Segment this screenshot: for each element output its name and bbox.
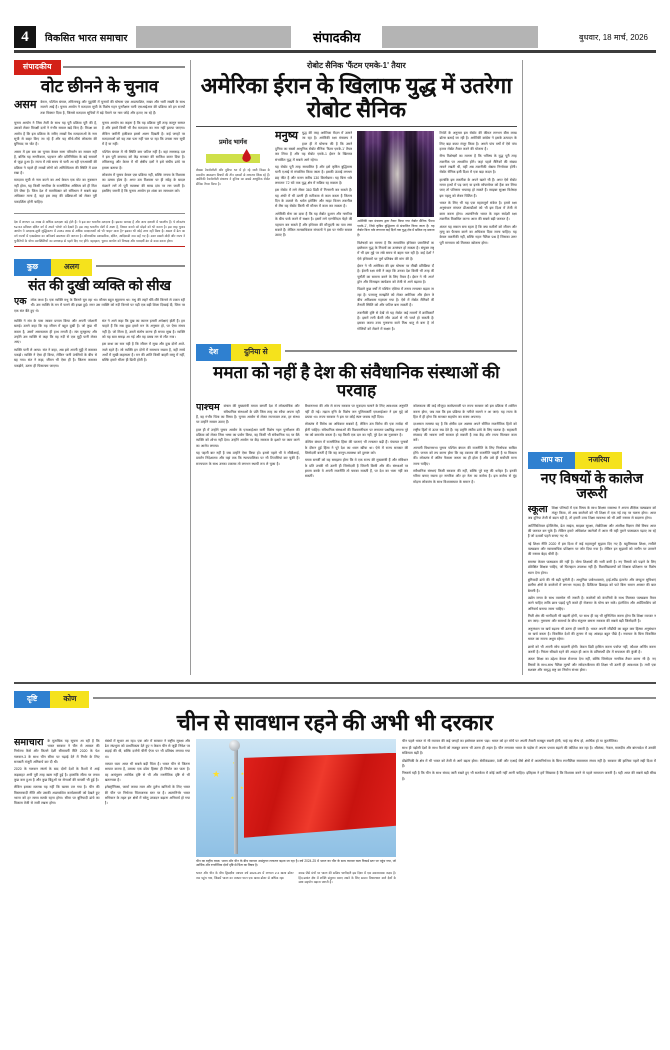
mamta-c3-p1: दरअसल समस्या यह है कि क्षेत्रीय दल अक्सर अपने सीमित राजनीतिक हितों को राष्ट्रीय हितों से ऊपर रख देते हैं। यह प्रवृत्ति संघीय ढांचे के लिए घातक है। सहकारी संघवाद की भावना तभी साकार हो सकती है जब केंद्र और राज्य मिलकर काम करें। — [413, 422, 517, 443]
main-c3-p1: सैन्य विशेषज्ञों का मानना है कि भविष्य के युद्ध पूरी तरह तकनीक पर आधारित होंगे। जहां पहले सैनिकों की संख्या मायने रखती थी, वहीं अब तकनीकी श्रेष्ठता निर्णायक होगी। रोबोट सैनिक इसी दिशा में एक बड़ा कदम है। — [439, 154, 517, 175]
story-mamta — [196, 344, 517, 487]
masthead-spacer-left — [136, 26, 292, 48]
mamta-col-3 — [413, 404, 517, 487]
china-c2-p1: व्यापार घाटा आज भी सबसे बड़ी चिंता है। भारत चीन से जितना आयात करता है, उसका एक छोटा हिस्सा ही निर्यात कर पाता है। यह असंतुलन आर्थिक दृष्टि से भी और रणनीतिक दृष्टि से भी खतरनाक है। — [104, 761, 190, 782]
china-c2-p0: संबंधों में सुधार आ रहा। एक ओर में सरकार ने राष्ट्रीय सुरक्षा और डेटा संप्रभुता को प्राथमिकता देते हुए न केवल चीन से जुड़ी निवेश पर कड़ाई की थी, बल्कि दर्जनों चीनी ऐप्स पर भी प्रतिबंध लगाया गया था। — [104, 738, 190, 759]
college-p0: शिक्षा परिषदों में एक विषय के साथ शिक्षण व्यवस्था ने अपना शैक्षिक पाठ्यक्रम को मंजूर किया, तो अब कालेजों को भी शिक्षा में एक नई राह पर चलना होगा। आज जब दुनिया तेजी से बदल रही है, तो हमारी उच्च शिक्षा व्यवस्था को भी उसी रफ्तार से बदलना होगा। — [527, 505, 656, 521]
china-c1-p0: के मुताबिक यह सूचना आ रही है कि भारत सरकार ने चीन से आयात की निर्भरता कैसे और कितने देशी सीमावर्ती रीति 2020 के पेश गलवान-3 के साथ चीन सीमा पर चढ़ाई देने में निर्भर के लिए सरकारी मंजूरी अनिवार्य कर दी थी। — [14, 738, 100, 764]
masthead-spacer-right — [382, 26, 538, 48]
flag-star-small-4: ★ — [230, 794, 235, 800]
editorial-subcol-1 — [14, 121, 97, 207]
china-footnote: भारत और चीन के बीच द्विपक्षीय व्यापार वर्ष 2024-25 में लगभग 2.2 खरब डॉलर तक पहुंच गया, जिसमें भारत का व्यापार घाटा एक खरब डॉलर से अधिक रहा। — [196, 870, 294, 880]
sant-para-2: व्यक्ति पानी ले आया। संत ने कहा, अब इसे अपनी मुट्ठी में कसकर पकड़ो। व्यक्ति ने ऐसा ही किया, लेकिन पानी उंगलियों के बीच से बह गया। संत ने कहा, जीवन भी ऐसा ही है। जितना कसकर पकड़ोगे, उतना ही फिसलता जाएगा। — [14, 347, 98, 368]
flag-pole-finial — [229, 740, 240, 751]
editorial-para-0: चुनाव आयोग ने जिस तेजी के साथ यह पूरी प्रक्रिया पूरी की है, उसको लेकर विपक्षी दलों ने गंभीर सवाल खड़े किए हैं। विपक्ष का आरोप है कि इस प्रक्रिया के जरिए लाखों वैध मतदाताओं के नाम सूची से बाहर किए जा रहे हैं और यह सीधे-सीधे लोकतंत्र की बुनियाद पर चोट है। — [14, 120, 98, 147]
tab-aap-ka[interactable]: आप का — [528, 452, 576, 469]
newspaper-page — [0, 26, 670, 1050]
blood-drop-icon — [242, 149, 251, 162]
editorial-divider — [14, 213, 185, 214]
masthead-rule — [14, 50, 656, 53]
editorial-subcol-2 — [102, 121, 185, 207]
sant-tabs — [14, 259, 185, 276]
china-c2 — [105, 739, 191, 809]
mamta-c2-p1: लोकतंत्र में विरोध का अधिकार सबको है, लेकिन उस विरोध की एक मर्यादा भी होनी चाहिए। संवैधानिक संस्थाओं की विश्वसनीयता पर लगातार प्रश्नचिह्न लगाना पूरे तंत्र को कमजोर करता है। यह किसी एक दल का नहीं, पूरे देश का नुकसान है। — [304, 422, 409, 437]
mamta-col-2 — [305, 404, 409, 487]
editorial-para-1: असम में इस बार का चुनाव केवल सत्ता परिवर्तन का सवाल नहीं है, बल्कि यह नागरिकता, पहचान और प्रतिनिधित्व के बड़े सवालों से जुड़ा हुआ है। राज्य में लंबे समय से चली आ रही एनआरसी की प्रक्रिया ने पहले ही लाखों लोगों को अनिश्चितता की स्थिति में डाल रखा है। — [14, 149, 98, 175]
main-byline-column — [196, 131, 270, 334]
mamta-c2-p2: पश्चिम बंगाल में राजनीतिक हिंसा की घटनाएं भी लगातार बढ़ी हैं। पंचायत चुनावों के दौरान हुई हिंसा ने पूरे देश का ध्यान खींचा था। ऐसे में राज्य सरकार की जिम्मेदारी बनती है कि वह कानून-व्यवस्था को दुरुस्त करे। — [304, 440, 409, 456]
editorial-para-3: चुनाव आयोग का कहना है कि यह प्रक्रिया पूरी तरह कानून सम्मत है और इसमें किसी भी वैध मतदाता का नाम नहीं हटाया जाएगा। लेकिन जमीनी हकीकत इससे अलग दिखती है। कई जगहों पर मतदाताओं को यह तक पता नहीं चल पा रहा कि उनका नाम सूची में है या नहीं। — [102, 120, 186, 147]
editorial-lead-text: केरल, पश्चिम बंगाल, तमिलनाडु और पुडुचेरी में चुनावों की घोषणा एक अप्रत्याशित, सख्त और भारी सख्ती के साथ सामने आई है। चुनाव आयोग ने मतदाता सूची के विशेष गहन पुनरीक्षण यानी एसआईआर की प्रक्रिया को इन राज्यों तक विस्तार दिया है, जिससे मतदाता सूचियों में बड़े पैमाने पर नाम जोड़े और हटाए जा रहे हैं। — [40, 99, 186, 115]
china-c3-extra: क्वाड जैसे मंचों पर भारत की सक्रिय भागीदारी इस दिशा में एक सकारात्मक कदम है। हिंद-प्रशांत क्षेत्र में शक्ति संतुलन बनाए रखने के लिए समान विचारधारा वाले देशों के साथ सहयोग बढ़ाना जरूरी है। — [298, 870, 396, 885]
masthead — [14, 26, 656, 48]
china-c3-p3: प्रौद्योगिकी के क्षेत्र में भी भारत को तेजी से आगे बढ़ना होगा। सेमीकंडक्टर, 5जी और एआई जैसे क्षेत्रों में आत्मनिर्भरता के बिना रणनीतिक स्वायत्तता संभव नहीं है। सरकार की हालिया पहलें सही दिशा में हैं। — [402, 758, 656, 768]
main-headline: अमेरिका ईरान के खिलाफ युद्ध में उतरेगा रोबोट सैनिक — [200, 73, 513, 122]
vertical-rule-1 — [190, 60, 191, 675]
mamta-col-1 — [196, 404, 300, 487]
mamta-c1-p0: बंगाल की मुख्यमंत्री ममता बनर्जी देश में लोकतांत्रिक और संवैधानिक संस्थाओं के प्रति जिस तरह का रवैया अपना रही हैं, वह गंभीर चिंता का विषय है। चुनाव आयोग से लेकर राज्यपाल तक, हर संस्था पर उन्होंने सवाल उठाए हैं। — [196, 404, 300, 425]
flag-stars — [208, 760, 276, 814]
mamta-c3-p3: संवैधानिक संस्थाएं किसी सरकार की नहीं, बल्कि पूरे राष्ट्र की धरोहर हैं। इनकी गरिमा बनाए रखना हर नागरिक और हर नेता का कर्तव्य है। इस कर्तव्य से मुंह मोड़ना लोकतंत्र के साथ विश्वासघात के समान है। — [413, 469, 517, 484]
sant-subcol-1 — [14, 319, 97, 371]
vertical-rule-2 — [522, 60, 523, 675]
author-highlight-bar — [206, 154, 259, 163]
story-china — [14, 682, 656, 884]
tab-drishti[interactable]: दृष्टि — [14, 691, 50, 708]
china-flag-photo — [196, 739, 396, 857]
main-text-col-1 — [275, 131, 352, 334]
college-p2: नई शिक्षा नीति 2020 में इस दिशा में कई महत्वपूर्ण सुझाव दिए गए हैं। बहुविषयक शिक्षा, लचीले पाठ्यक्रम और व्यावसायिक प्रशिक्षण पर जोर दिया गया है। लेकिन इन सुझावों को जमीन पर उतारने की रफ्तार बेहद धीमी है। — [527, 541, 656, 557]
tab-alag[interactable]: अलग — [51, 259, 92, 276]
main-c1-p3: अमेरिकी सेना का दावा है कि यह रोबोट दुश्मन और नागरिक के बीच फर्क करने में सक्षम है। इसमें लगे एल्गोरिदम चेहरे की पहचान कर सकते हैं और हथियार की मौजूदगी का पता लगा सकते हैं। लेकिन मानवाधिकार संगठनों ने इस पर गंभीर सवाल उठाए हैं। — [275, 211, 353, 238]
column-main-story — [196, 60, 517, 675]
main-dropword: मनुष्य — [275, 131, 298, 142]
college-tabs — [528, 452, 656, 469]
main-c3-p4: अंततः यह सवाल बना रहता है कि क्या मशीनों को जीवन और मृत्यु का फैसला करने का अधिकार दिया जाना चाहिए। यह केवल तकनीकी नहीं, बल्कि गहरा नैतिक प्रश्न है जिसका उत्तर पूरी मानवता को मिलकर खोजना होगा। — [439, 224, 517, 245]
china-dropword: समाचारों — [14, 738, 44, 748]
sant-lead — [14, 298, 185, 314]
college-headline: नए विषयों के कालेज जरूरी — [540, 471, 643, 502]
college-p1: आर्टिफिशियल इंटेलिजेंस, डेटा साइंस, साइबर सुरक्षा, रोबोटिक्स और अंतरिक्ष विज्ञान जैसे विषय आज की जरूरत बन चुके हैं। लेकिन हमारे अधिकांश कालेजों में आज भी वही पुराने पाठ्यक्रम पढ़ाए जा रहे हैं जो दशकों पहले बनाए गए थे। — [527, 523, 656, 539]
china-c1-p1: 2020 के गलवान संघर्ष के बाद दोनों देशों के रिश्तों में आई कड़वाहट अभी पूरी तरह खत्म नहीं हुई है। हालांकि सीमा पर तनाव कुछ कम हुआ है और कुछ बिंदुओं पर सेनाओं की वापसी भी हुई है। — [14, 767, 100, 782]
main-headline-rule — [196, 126, 517, 128]
college-body — [528, 506, 656, 676]
main-text-col-2-body — [357, 241, 434, 335]
china-photo-column — [196, 739, 396, 885]
flag-star-small-2: ★ — [240, 770, 245, 776]
section-top — [14, 60, 656, 675]
college-p7: अनुसंधान पर खर्च बढ़ाना भी उतना ही जरूरी है। भारत अपनी जीडीपी का बहुत कम हिस्सा अनुसंधान पर खर्च करता है। विकसित देशों की तुलना में यह आंकड़ा बहुत पीछे है। नवाचार के बिना विकसित भारत का सपना अधूरा रहेगा। — [527, 626, 656, 642]
china-photo-footnote-row — [196, 871, 396, 885]
editorial-tag: संपादकीय — [14, 60, 61, 75]
china-tab-rule — [93, 697, 656, 699]
mamta-columns — [196, 404, 517, 487]
china-left-subcols — [14, 739, 190, 809]
main-c2-p1: ईरान ने भी अमेरिका की इस घोषणा पर तीखी प्रतिक्रिया दी है। ईरानी रक्षा मंत्री ने कहा कि उनका देश किसी भी तरह की चुनौती का सामना करने के लिए तैयार है। ईरान ने भी अपने ड्रोन और मिसाइल कार्यक्रम को तेजी से आगे बढ़ाया है। — [357, 263, 435, 284]
mamta-c2-p3: ममता बनर्जी को यह समझना होगा कि वे एक राज्य की मुख्यमंत्री हैं और संविधान के प्रति उनकी भी उतनी ही जिम्मेदारी है जितनी किसी और की। संस्थाओं पर हमला करके वे अपनी राजनीति तो चमका सकती हैं, पर देश का भला नहीं कर सकतीं। — [304, 458, 409, 479]
editorial-subcolumns — [14, 121, 185, 207]
main-text-col-3 — [439, 131, 516, 334]
sant-para-3: संत ने आगे कहा कि दुख का कारण हमारी अपेक्षाएं होती हैं। हम चाहते हैं कि सब कुछ हमारे मन के अनुसार हो, पर ऐसा संभव नहीं है। जो मिला है, उसमें संतोष करना ही सच्चा सुख है। व्यक्ति को यह बात समझ आ गई और वह प्रसन्न मन से लौट गया। — [102, 318, 186, 339]
china-c1 — [14, 739, 100, 809]
main-c2-p2: पिछले कुछ वर्षों में पश्चिम एशिया में तनाव लगातार बढ़ता जा रहा है। परमाणु समझौते को लेकर अमेरिका और ईरान के बीच अविश्वास गहराता गया है। ऐसे में रोबोट सैनिकों की तैनाती स्थिति को और जटिल बना सकती है। — [357, 287, 435, 308]
mamta-c2-p0: विधानसभा की ओर से राज्य सरकार पर मुकदमा चलाने के लिए आवश्यक अनुमति नहीं दी गई। मद्रास वृत्ति के विशेष जन पुलिसकर्मी एसआईआर ने इस मुद्दे को उठाया था। राज्य सरकार ने इस पर कोई स्पष्ट जवाब नहीं दिया। — [304, 404, 409, 419]
main-text-col-2 — [357, 131, 434, 334]
tab-desh[interactable]: देश — [196, 344, 231, 361]
main-c3-p2: हालांकि इस तकनीक के अपने खतरे भी हैं। अगर ऐसे रोबोट गलत हाथों में पड़ जाएं या इनके सॉफ्टवेयर को हैक कर लिया जाए तो परिणाम भयावह हो सकते हैं। साइबर सुरक्षा विशेषज्ञ इस पहलू को लेकर चिंतित हैं। — [439, 177, 517, 198]
main-c1-p2: इस रोबोट में लगे सेंसर 360 डिग्री में निगरानी कर सकते हैं। यह अंधेरे में भी उतनी ही सटीकता से काम करता है जितना दिन के उजाले में। थर्मल इमेजिंग और नाइट विजन तकनीक से लैस यह रोबोट किसी भी मौसम में काम कर सकता है। — [275, 188, 353, 209]
editorial-para-2: मतदाता सूची से नाम कटने का अर्थ केवल एक वोट का नुकसान नहीं होता, यह किसी नागरिक के राजनीतिक अस्तित्व को ही मिटा देने जैसा है। जिस देश में मताधिकार को संविधान ने सबसे बड़ा अधिकार माना है, वहां इस तरह की प्रक्रियाओं को लेकर पूरी पारदर्शिता होनी चाहिए। — [14, 178, 98, 204]
flag-pole — [234, 742, 238, 854]
china-c2-p2: इलेक्ट्रॉनिक्स, फार्मा कच्चा माल और दुर्लभ खनिजों के लिए भारत की चीन पर निर्भरता चिंताजनक स्तर पर है। आत्मनिर्भर भारत अभियान के तहत इन क्षेत्रों में घरेलू उत्पादन बढ़ाना अनिवार्य हो गया है। — [104, 785, 190, 806]
section-title: संपादकीय — [291, 26, 382, 48]
right-column-spacer — [528, 60, 656, 452]
mamta-c1-p1: हाल ही में उन्होंने चुनाव आयोग के एसआईआर यानी विशेष गहन पुनरीक्षण की प्रक्रिया को लेकर जिस भाषा का प्रयोग किया, वह किसी भी संवैधानिक पद पर बैठे व्यक्ति को शोभा नहीं देता। उन्होंने आयोग पर केंद्र सरकार के इशारे पर काम करने का आरोप लगाया। — [196, 427, 300, 448]
china-c3-p2: साथ ही पड़ोसी देशों के साथ रिश्तों को मजबूत करना भी उतना ही अहम है। चीन लगातार भारत के पड़ोस में अपना प्रभाव बढ़ाने की कोशिश कर रहा है। श्रीलंका, नेपाल, मालदीव और बांग्लादेश में उसकी सक्रियता बढ़ी है। — [402, 745, 656, 756]
flag-star-small-3: ★ — [239, 784, 244, 790]
tab-kuch[interactable]: कुछ — [14, 259, 51, 276]
column-editorial — [14, 60, 185, 675]
tag-rule — [63, 66, 185, 68]
editorial-headline: वोट छीनने के चुनाव — [40, 76, 159, 96]
sant-subcol-2 — [102, 319, 185, 371]
main-c2-p0: विशेषज्ञों का मानना है कि स्वचालित हथियार प्रणालियों का इस्तेमाल युद्ध के नियमों का उल्लंघन हो सकता है। संयुक्त राष्ट्र में भी इस मुद्दे पर लंबे समय से बहस चल रही है। कई देशों ने ऐसे हथियारों पर पूर्ण प्रतिबंध की मांग की है। — [357, 240, 435, 261]
editorial-tag-row — [14, 60, 185, 75]
college-p4: बुनियादी ढांचे की भी बड़ी चुनौती है। आधुनिक प्रयोगशालाएं, हाई-स्पीड इंटरनेट और कंप्यूटर सुविधाएं ग्रामीण क्षेत्रों के कालेजों में लगभग नदारद हैं। डिजिटल डिवाइड को पाटे बिना समान अवसर की बात बेमानी है। — [527, 577, 656, 593]
flag-star-large: ★ — [212, 768, 221, 779]
china-col-left — [14, 739, 190, 885]
college-p6: निजी क्षेत्र की भागीदारी भी बढ़ानी होगी, पर साथ ही यह भी सुनिश्चित करना होगा कि शिक्षा व्यापार न बन जाए। गुणवत्ता और सामर्थ्य के बीच संतुलन बनाना सरकार की सबसे बड़ी जिम्मेदारी है। — [527, 613, 656, 624]
story-sant — [14, 259, 185, 371]
page-number: 4 — [14, 26, 36, 48]
tab-kon[interactable]: कोण — [50, 691, 89, 708]
editorial-para-4: पश्चिम बंगाल में भी स्थिति कम जटिल नहीं है। वहां सत्तारूढ़ दल ने इस पूरी कवायद को केंद्र सरकार की साजिश करार दिया है। तमिलनाडु और केरल में भी क्षेत्रीय दलों ने इसे संघीय ढांचे पर हमला बताया है। — [102, 149, 186, 170]
sant-para-0: लोक कथा है। एक व्यक्ति मधु के किनारे घूम रहा था। मौसम बहुत सुहावना था। मधु की लहरें धीरे-धीरे किनारे से टकरा रही थीं। उस व्यक्ति के मन में चलने की इच्छा हुई। मगर उस व्यक्ति को नदी किनारे पर पड़ी एक बड़ी शिला दिखाई दी, जिस पर एक संत बैठे हुए थे। — [14, 297, 186, 313]
tab-duniya-se[interactable]: दुनिया से — [231, 344, 281, 361]
mamta-c3-p2: आगामी विधानसभा चुनाव पश्चिम बंगाल की राजनीति के लिए निर्णायक साबित होंगे। जनता को तय करना होगा कि वह टकराव की राजनीति चाहती है या विकास की। लोकतंत्र में अंतिम फैसला जनता का ही होता है और उसे ही सर्वोपरि माना जाना चाहिए। — [413, 445, 517, 466]
china-tabs — [14, 691, 656, 708]
robot-photo-image — [357, 131, 434, 217]
sant-headline: संत की दुखी व्यक्ति को सीख — [28, 278, 171, 294]
mamta-tabs — [196, 344, 517, 361]
main-c1-p0: युद्ध की तरह अमेरिका मैदान में उतरने जा रहा है। अमेरिकी रक्षा मंत्रालय ने हाल ही में घोषणा की है कि उसने दुनिया का सबसे आधुनिक रोबोट सैनिक 'फैंटम एमके-1' तैयार कर लिया है और यह रोबोट एमके-1 ईरान के खिलाफ संभावित युद्ध में सबसे आगे रहेगा। — [275, 131, 353, 162]
editorial-para-5: लोकतंत्र में चुनाव केवल एक प्रक्रिया नहीं, बल्कि जनता के विश्वास का उत्सव होता है। अगर उस विश्वास पर ही संदेह के बादल मंडराने लगें तो पूरी व्यवस्था की साख दांव पर लग जाती है। इसलिए जरूरी है कि चुनाव आयोग हर शंका का समाधान करे। — [102, 172, 186, 194]
column-college — [528, 60, 656, 675]
college-p9: अंततः शिक्षा का उद्देश्य केवल रोजगार देना नहीं, बल्कि जिम्मेदार नागरिक तैयार करना भी है। नए विषयों के साथ-साथ नैतिक मूल्यों और संवेदनशीलता की शिक्षा भी उतनी ही आवश्यक है। तभी एक सशक्त और समृद्ध राष्ट्र का निर्माण संभव होगा। — [527, 657, 656, 672]
china-headline: चीन से सावधान रहने की अभी भी दरकार — [176, 709, 494, 735]
china-columns — [14, 739, 656, 885]
college-p3: समस्या केवल पाठ्यक्रम की नहीं है। योग्य शिक्षकों की भारी कमी है। नए विषयों को पढ़ाने के लिए प्रशिक्षित शिक्षक चाहिए, जो फिलहाल उपलब्ध नहीं हैं। विश्वविद्यालयों को शिक्षक प्रशिक्षण पर विशेष ध्यान देना होगा। — [527, 559, 656, 575]
main-c2-p3: तकनीकी दृष्टि से देखें तो यह रोबोट कई मायनों में क्रांतिकारी है। इसमें लगी बैटरी सौर ऊर्जा से भी चार्ज हो सकती है। इसका कवच उच्च गुणवत्ता वाले मिश्र धातु से बना है जो गोलियों को रोकने में सक्षम है। — [357, 310, 435, 331]
sant-dropword: एक — [14, 297, 27, 307]
sant-tab-rule — [96, 265, 185, 267]
robot-photo-caption: अमेरिकी रक्षा मंत्रालय द्वारा तैयार किया गया रोबोट सैनिक 'फैंटम एमके-1', जिसे कृत्रिम बुद्धिमत्ता से संचालित किया जाता है। यह रोबोट बिना थके लगातार कई दिनों तक युद्ध क्षेत्र में सक्रिय रह सकता है। — [357, 219, 435, 237]
china-c3-p4: निष्कर्ष यही है कि चीन के साथ संवाद जारी रखते हुए भी सतर्कता में कोई कमी नहीं आनी चाहिए। इतिहास ने हमें सिखाया है कि विश्वास करने से पहले सत्यापन जरूरी है। यही आज की सबसे बड़ी सीख है। — [402, 771, 656, 781]
sant-para-4: इस कथा का सार यही है कि जीवन में सुख और दुख दोनों आते-जाते रहते हैं। जो व्यक्ति इन दोनों में समभाव रखता है, वही सच्चे अर्थों में सुखी कहलाता है। मन की शांति किसी बाहरी वस्तु में नहीं, बल्कि हमारे भीतर ही छिपी होती है। — [102, 342, 186, 363]
editorial-closing: देश में लगभग 11 लाख से अधिक मतदाता बढ़े होते हैं। ये इस बार भारतीय मतदाता हैं। इसका फायदा है और अन्य दलाली में भारतीय हैं। ये लोकतंत्र 52-53 प्रतिशत दलित वर्ग में अपने 'मोर्चा' को देखते हैं। इस तरह भारतीय वोटों में आता है, विधान बनाने को मोड़ने को भी करता है। इस तरह चुनाव आयोग ने मतदाता-सूची शुद्धिकरण में 2451 लाख से अधिक मतदाताओं को भी 'बाहर' माना है? इसका भी कोई उत्तर नहीं मिला है। असल में डेटा का वर्ग राज्यों में एक्सप्रेशन का अनिवार्य समाधान की जरूरत है। औपचारिक प्रशासनिक, दलित, आदिवासी नाम कहें गए हैं। उक्त मामले मोदी और राज्य ने चुनौतियों के योग्य मनःस्थितियों का सत्तारूढ़ से पहले दिए गए होंगे। बहरहाल, चुनाव आयोग को निष्पक्ष और पारदर्शी ढंग से काम करना होगा। — [14, 220, 185, 247]
college-dropword: स्कूली — [527, 505, 548, 515]
publication-date: बुधवार, 18 मार्च, 2026 — [538, 26, 656, 48]
main-story-columns — [196, 131, 517, 334]
main-byline-note: लेखक टेक्नोलॉजी और दुनिया भर में हो रहे जारी किस्म के मानवीय आक्रमण विषयों की तीन दशकों से लगातार लिख रहे हैं। अमेरिकी टेक्नोलॉजी मंत्रालय ने दुनिया का सबसे आधुनिक रोबोट सैनिक तैयार किया है। — [196, 168, 271, 186]
tab-nazariya[interactable]: नजरिया — [575, 452, 622, 469]
mamta-dropword: पश्चिम — [196, 404, 220, 414]
college-p8: छात्रों को भी अपनी सोच बदलनी होगी। केवल डिग्री हासिल करना पर्याप्त नहीं, कौशल अर्जित करना जरूरी है। निरंतर सीखते रहने की आदत ही आज के प्रतिस्पर्धी दौर में सफलता की कुंजी है। — [527, 644, 656, 654]
mamta-c3-p0: कोलकाता की कई मौजूदा कार्यप्रणाली पर राज्य सरकार को इस प्रक्रिया में शामिल करना होगा, जब तक कि इस प्रक्रिया के नतीजे सामने न आ जाएं। यह राज्य के हित में ही होगा कि सरकार सहयोग का रास्ता अपनाए। — [413, 404, 517, 419]
main-kicker: रोबोट सैनिक 'फैंटम एमके-1' तैयार — [306, 61, 406, 70]
main-c1-p1: यह रोबोट पूरी तरह स्वचालित है और इसे कृत्रिम बुद्धिमत्ता यानी एआई से संचालित किया जाता है। इसकी ऊंचाई लगभग छह फीट है और वजन करीब 130 किलोग्राम। यह बिना थके लगातार 72 घंटे तक युद्ध क्षेत्र में सक्रिय रह सकता है। — [275, 165, 353, 186]
china-top-rule — [14, 682, 656, 684]
mamta-headline: ममता को नहीं है देश की संवैधानिक संस्थाओं की परवाह — [213, 362, 500, 400]
robot-photo — [357, 131, 434, 217]
sant-para-1: व्यक्ति ने संत के पास जाकर प्रणाम किया और अपनी परेशानी बताई। उसने कहा कि वह जीवन में बहुत दुखी है। जो कुछ भी करता है, उसमें असफलता ही हाथ लगती है। संत मुस्कुराए और उन्होंने उस व्यक्ति से कहा कि वह नदी से एक मुट्ठी पानी लेकर आए। — [14, 318, 98, 345]
sant-subcolumns — [14, 319, 185, 371]
mamta-c1-p2: यह पहली बार नहीं है जब उन्होंने ऐसा किया हो। इससे पहले भी वे सीबीआई, प्रवर्तन निदेशालय और यहां तक कि न्यायपालिका पर भी टिप्पणियां कर चुकी हैं। राज्यपाल के साथ उनका टकराव तो लगभग स्थायी रूप ले चुका है। — [196, 451, 300, 466]
main-byline: प्रमोद भार्गव — [218, 139, 248, 146]
main-c3-p0: रिपोर्ट के अनुसार इस रोबोट की कीमत लगभग बीस लाख डॉलर बताई जा रही है। अमेरिकी कांग्रेस ने इसके उत्पादन के लिए बड़ा बजट मंजूर किया है। अगले पांच वर्षों में ऐसे पांच हजार रोबोट तैयार करने की योजना है। — [439, 131, 517, 152]
editorial-dropword: असम — [14, 99, 37, 111]
china-c3-p0: चीन पहले भारत से भी व्यापार की कई जगहों का इस्तेमाल करना पड़ा। भारत को हर मोर्चे पर अपनी तैयारी मजबूत रखनी होगी, चाहे वह सैन्य हो, आर्थिक हो या कूटनीतिक। — [402, 738, 618, 743]
china-photo-caption: चीन का राष्ट्रीय ध्वज। भारत और चीन के बीच व्यापार असंतुलन लगातार बढ़ता जा रहा है। वर्ष 2024-25 में भारत का चीन के साथ व्यापार घाटा रिकार्ड स्तर पर पहुंच गया, जो आर्थिक और रणनीतिक दोनों दृष्टि से चिंता का विषय है। — [196, 858, 396, 868]
china-col-right — [402, 739, 656, 885]
main-c3-p3: भारत के लिए भी यह एक महत्वपूर्ण संकेत है। हमारे रक्षा अनुसंधान संगठन डीआरडीओ को भी इस दिशा में तेजी से काम करना होगा। आत्मनिर्भर भारत के तहत स्वदेशी रक्षा तकनीक विकसित करना आज की सबसे बड़ी जरूरत है। — [439, 201, 517, 222]
paper-name: विकसित भारत समाचार — [36, 26, 136, 48]
mamta-tab-rule — [285, 350, 517, 352]
college-p5: उद्योग जगत के साथ तालमेल भी जरूरी है। कालेजों को कंपनियों के साथ मिलकर पाठ्यक्रम तैयार करने चाहिए ताकि छात्र पढ़ाई पूरी करते ही रोजगार के योग्य बन सकें। इंटर्नशिप और अप्रेंटिसशिप को अनिवार्य बनाया जाना चाहिए। — [527, 595, 656, 611]
china-c1-p2: लेकिन इसका मतलब यह नहीं कि खतरा टल गया है। चीन की विस्तारवादी नीति और उसकी अप्रत्याशित कार्यप्रणाली को देखते हुए भारत को हर समय सतर्क रहना होगा। सीमा पर बुनियादी ढांचे का विकास तेजी से जारी रखना होगा। — [14, 785, 100, 806]
editorial-lead — [14, 100, 185, 116]
